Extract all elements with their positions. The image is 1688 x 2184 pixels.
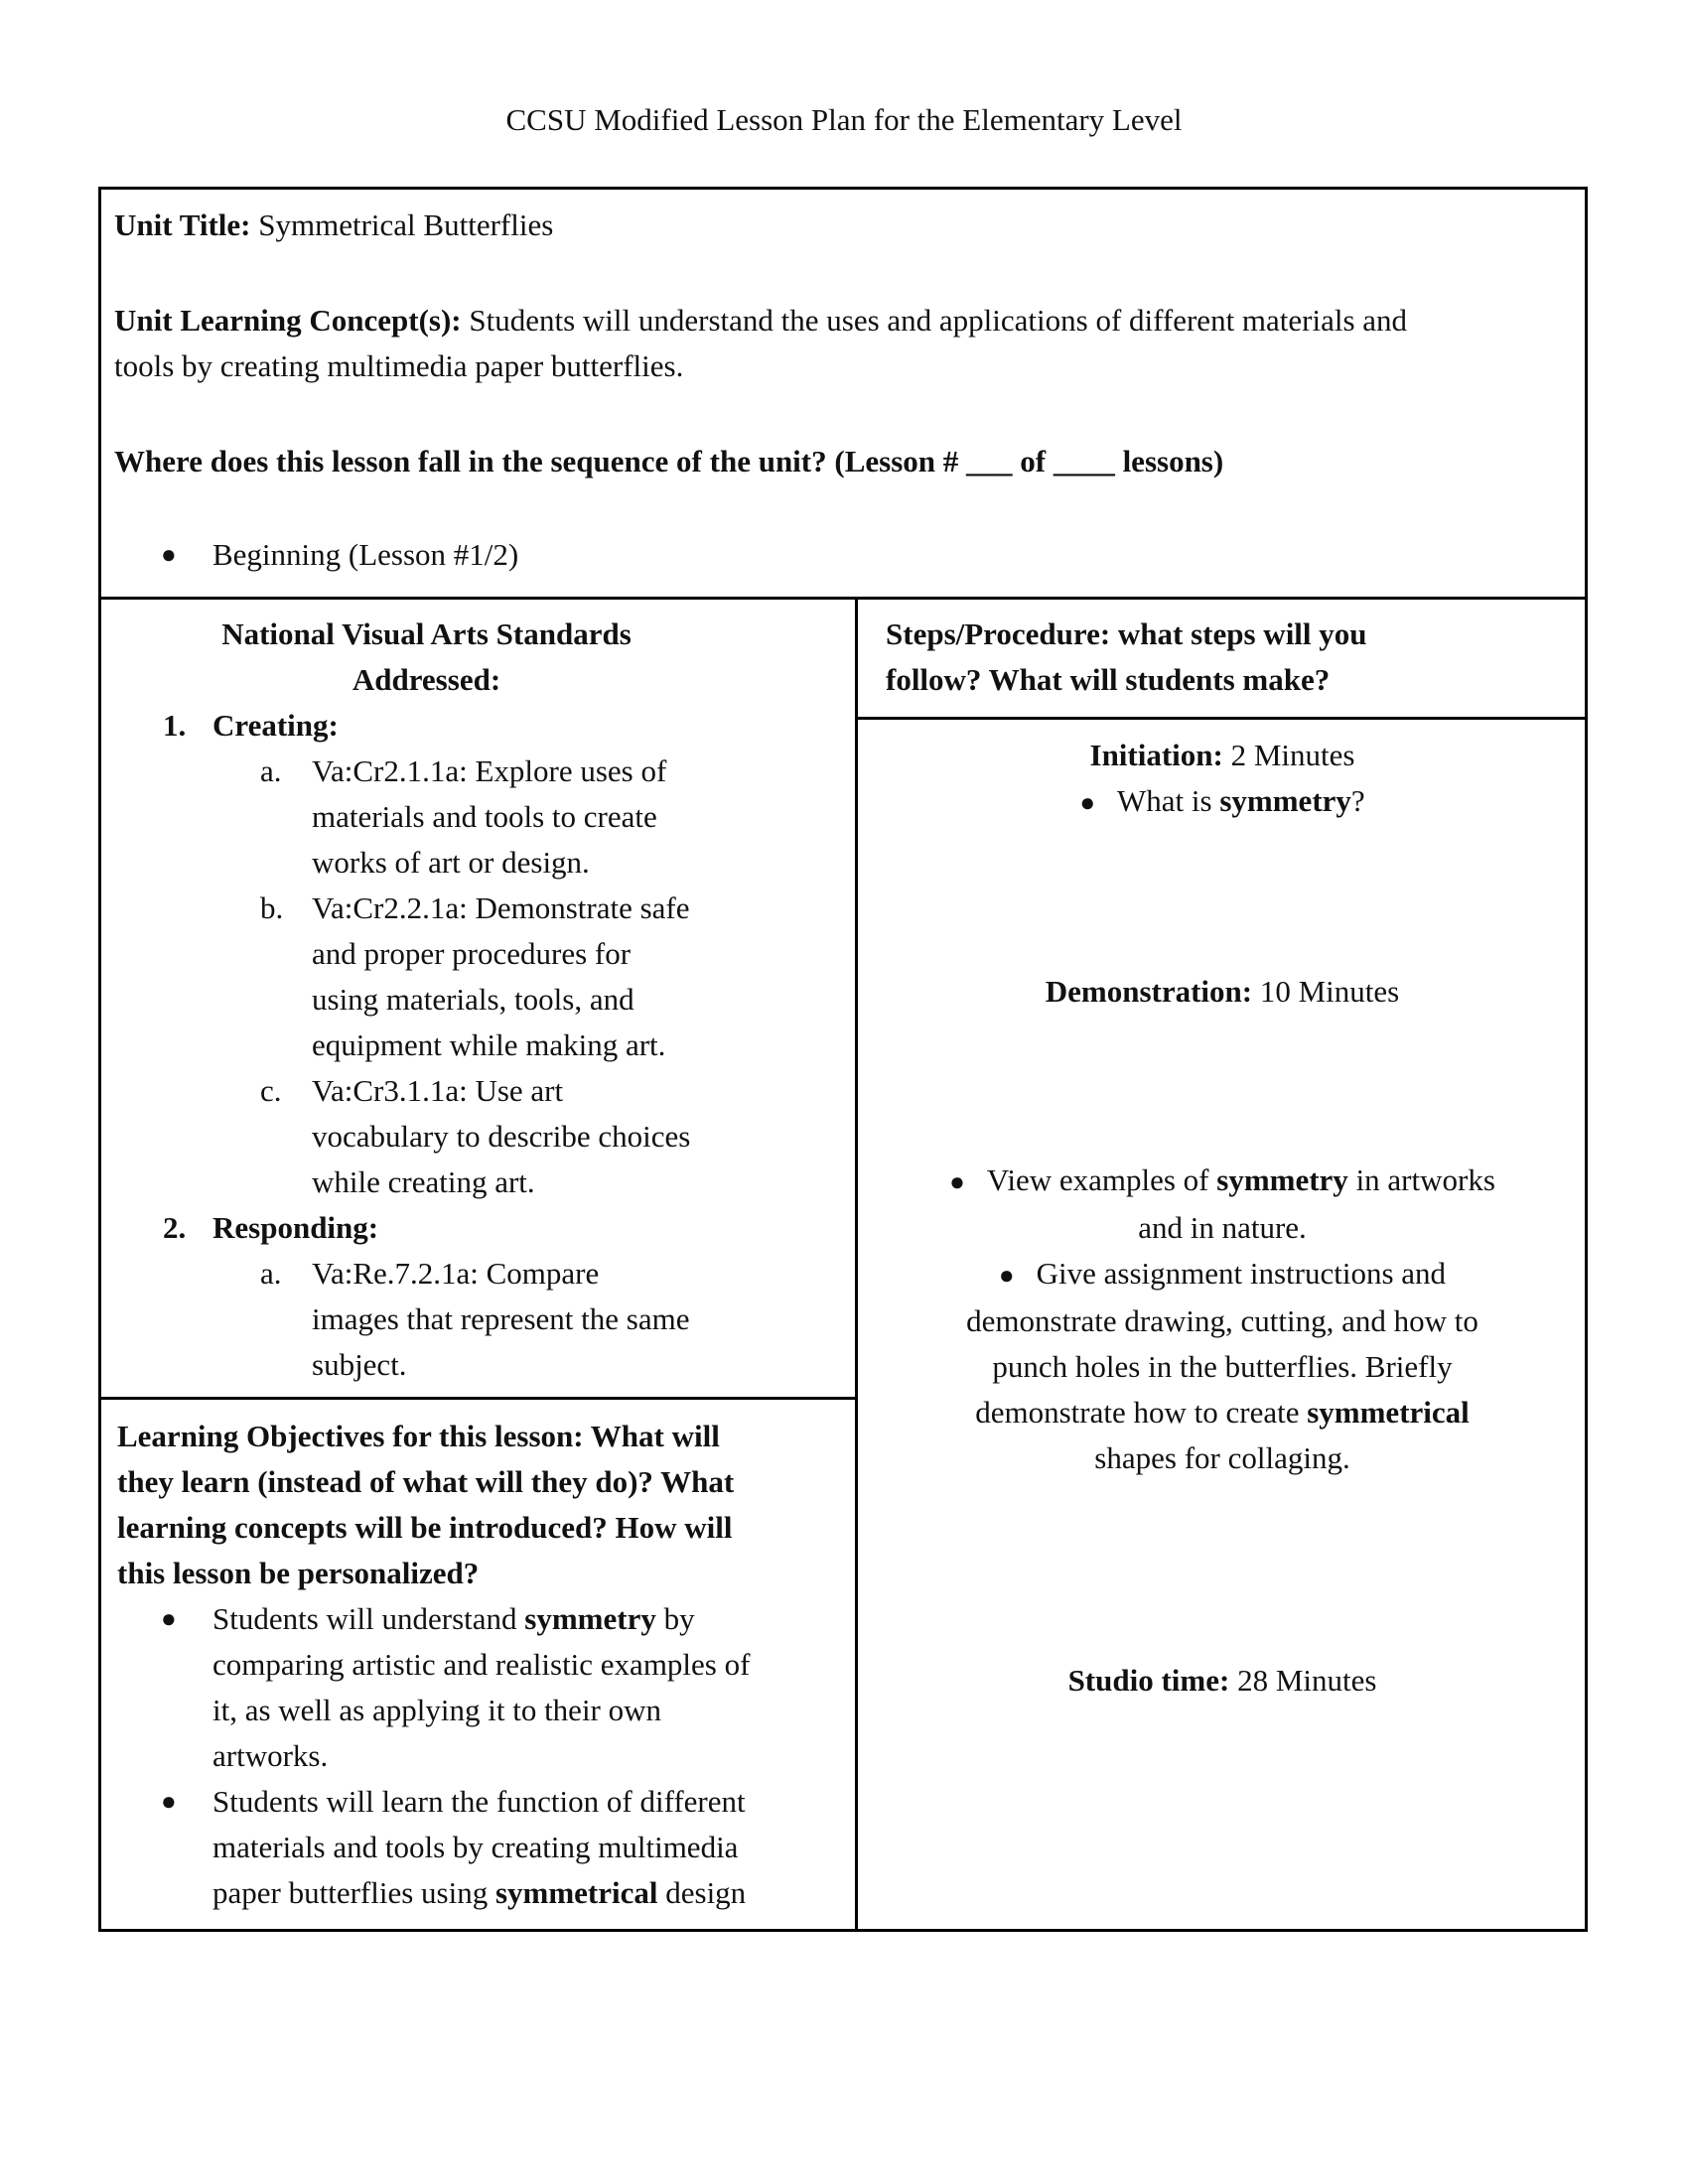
demonstration-steps: ● View examples of symmetry in artworks and in nature. ● Give assignment instructions and demonstrate drawing, cutting, and how to punch holes in the butterflies. Briefly demonstrate how to create symmetrical shapes for collaging.: [949, 1162, 1495, 1475]
procedure-heading: Steps/Procedure: what steps will you follow? What will students make?: [886, 616, 1367, 697]
standard-item: [163, 1251, 739, 1388]
demonstration-value: 10 Minutes: [1252, 974, 1400, 1009]
standard-item: [163, 886, 739, 1068]
creating-label: Creating:: [212, 708, 339, 743]
objectives-divider: [101, 1397, 858, 1400]
responding-items: [163, 1251, 739, 1388]
initiation: Initiation: 2 Minutes ● What is symmetry?: [1079, 738, 1365, 818]
standard-item-line: Va:Cr2.2.1a: Demonstrate safe: [312, 890, 690, 925]
bullet-icon: ●: [161, 540, 177, 569]
demonstration-label: Demonstration:: [1045, 974, 1253, 1009]
bullet-icon: ●: [161, 1604, 177, 1633]
studio-time: [856, 1658, 1589, 1704]
bullet-icon: ●: [998, 1261, 1015, 1290]
standard-item-line: equipment while making art.: [312, 1027, 666, 1062]
sequence-question: Where does this lesson fall in the sequence of the unit? (Lesson # ___ of ____ lessons): [114, 444, 1224, 478]
unit-concept: [114, 298, 1564, 389]
row-divider-top: [101, 597, 1585, 600]
objectives-heading: Learning Objectives for this lesson: What will they learn (instead of what will they do)? What learning concepts will be introduced? How will this lesson be personalized?: [117, 1419, 735, 1590]
unit-concept-value-2: tools by creating multimedia paper butterflies.: [114, 348, 684, 383]
standard-item-line: and proper procedures for: [312, 936, 632, 971]
unit-concept-label: Unit Learning Concept(s):: [114, 303, 462, 338]
objective-item-1: ● Students will understand symmetry by comparing artistic and realistic examples of it, as well as applying it to their own artworks.: [161, 1596, 757, 1779]
standards-heading: National Visual Arts Standards Addressed:: [221, 616, 632, 697]
studio-time-label: Studio time:: [1067, 1663, 1230, 1698]
standard-item-marker: b.: [260, 890, 284, 925]
creating-number: 1.: [163, 708, 187, 743]
standard-item-marker: c.: [260, 1073, 282, 1108]
unit-title-line: [114, 203, 553, 248]
procedure-heading-divider: [855, 717, 1585, 720]
unit-title-label: Unit Title:: [114, 207, 251, 242]
standard-item-line: works of art or design.: [312, 845, 590, 880]
studio-time-value: 28 Minutes: [1229, 1663, 1377, 1698]
standard-item-marker: a.: [260, 753, 282, 788]
standard-item-line: using materials, tools, and: [312, 982, 634, 1017]
standards-list: [163, 703, 739, 1388]
standard-item-line: images that represent the same: [312, 1301, 690, 1336]
creating-items: [163, 749, 739, 1205]
initiation-label: Initiation:: [1089, 738, 1223, 772]
objective-item-2: ● Students will learn the function of different materials and tools by creating multimedia paper butterflies using symmetrical design: [161, 1779, 757, 1916]
demonstration: [856, 969, 1589, 1015]
unit-title-value: Symmetrical Butterflies: [258, 207, 554, 242]
bullet-icon: ●: [1079, 788, 1096, 817]
standard-item-line: vocabulary to describe choices: [312, 1119, 691, 1154]
standard-item-marker: a.: [260, 1256, 282, 1291]
standard-item: [163, 749, 739, 886]
standard-item-line: Va:Cr2.1.1a: Explore uses of: [312, 753, 667, 788]
standard-item-line: Va:Cr3.1.1a: Use art: [312, 1073, 564, 1108]
standard-item-line: while creating art.: [312, 1164, 535, 1199]
initiation-value: 2 Minutes: [1222, 738, 1355, 772]
unit-concept-value-1: Students will understand the uses and applications of different materials and: [469, 303, 1408, 338]
responding-number: 2.: [163, 1210, 187, 1245]
bullet-icon: ●: [949, 1167, 965, 1196]
standard-item: [163, 1068, 739, 1205]
standard-item-line: materials and tools to create: [312, 799, 657, 834]
document-title: CCSU Modified Lesson Plan for the Elementary Level: [505, 102, 1183, 137]
responding-label: Responding:: [212, 1210, 379, 1245]
bullet-icon: ●: [161, 1787, 177, 1816]
sequence-answer: Beginning (Lesson #1/2): [212, 537, 519, 572]
standard-item-line: Va:Re.7.2.1a: Compare: [312, 1256, 600, 1291]
standard-item-line: subject.: [312, 1347, 407, 1382]
